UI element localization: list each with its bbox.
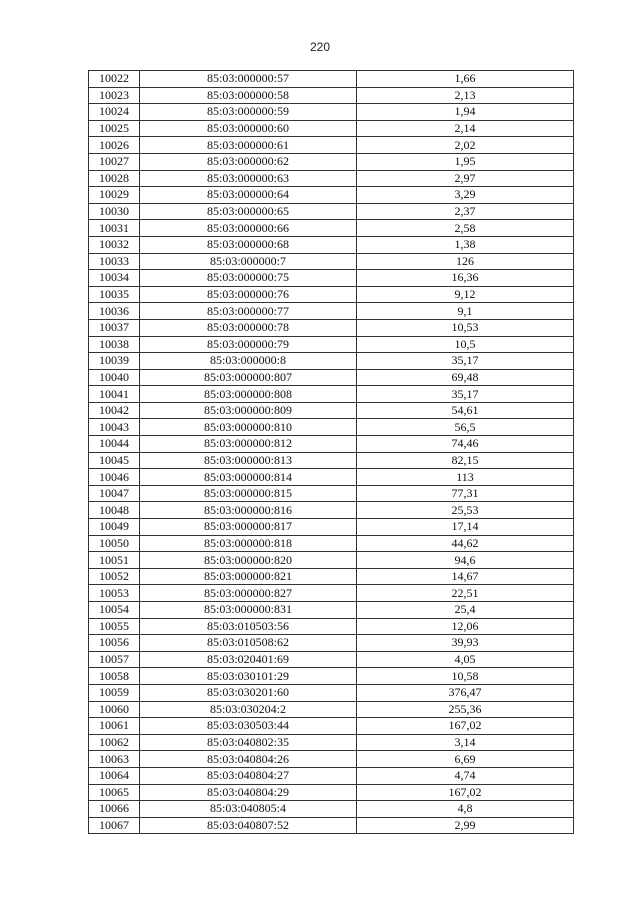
table-row bbox=[89, 286, 574, 303]
table-row bbox=[89, 71, 574, 88]
table-row bbox=[89, 751, 574, 768]
row-number-cell: 10038 bbox=[89, 336, 140, 353]
area-cell: 77,31 bbox=[357, 485, 574, 502]
cadastral-number-cell: 85:03:030201:60 bbox=[140, 684, 357, 701]
cadastral-number-cell: 85:03:000000:831 bbox=[140, 602, 357, 619]
cadastral-number-cell: 85:03:000000:62 bbox=[140, 153, 357, 170]
row-number-cell: 10023 bbox=[89, 87, 140, 104]
cadastral-number-cell: 85:03:000000:820 bbox=[140, 552, 357, 569]
table-row bbox=[89, 734, 574, 751]
cadastral-number-cell: 85:03:040802:35 bbox=[140, 734, 357, 751]
table-row bbox=[89, 236, 574, 253]
cadastral-number-cell: 85:03:000000:7 bbox=[140, 253, 357, 270]
area-cell: 2,58 bbox=[357, 220, 574, 237]
cadastral-number-cell: 85:03:010508:62 bbox=[140, 635, 357, 652]
cadastral-number-cell: 85:03:000000:66 bbox=[140, 220, 357, 237]
row-number-cell: 10031 bbox=[89, 220, 140, 237]
area-cell: 2,13 bbox=[357, 87, 574, 104]
cadastral-number-cell: 85:03:040805:4 bbox=[140, 801, 357, 818]
row-number-cell: 10058 bbox=[89, 668, 140, 685]
cadastral-number-cell: 85:03:010503:56 bbox=[140, 618, 357, 635]
table-row bbox=[89, 469, 574, 486]
row-number-cell: 10044 bbox=[89, 436, 140, 453]
table-row bbox=[89, 203, 574, 220]
row-number-cell: 10026 bbox=[89, 137, 140, 154]
row-number-cell: 10034 bbox=[89, 270, 140, 287]
row-number-cell: 10060 bbox=[89, 701, 140, 718]
row-number-cell: 10066 bbox=[89, 801, 140, 818]
table-row bbox=[89, 336, 574, 353]
cadastral-number-cell: 85:03:000000:813 bbox=[140, 452, 357, 469]
row-number-cell: 10055 bbox=[89, 618, 140, 635]
row-number-cell: 10029 bbox=[89, 187, 140, 204]
cadastral-number-cell: 85:03:000000:807 bbox=[140, 369, 357, 386]
area-cell: 12,06 bbox=[357, 618, 574, 635]
cadastral-number-cell: 85:03:000000:810 bbox=[140, 419, 357, 436]
table-row bbox=[89, 303, 574, 320]
row-number-cell: 10043 bbox=[89, 419, 140, 436]
row-number-cell: 10057 bbox=[89, 651, 140, 668]
row-number-cell: 10047 bbox=[89, 485, 140, 502]
area-cell: 255,36 bbox=[357, 701, 574, 718]
row-number-cell: 10033 bbox=[89, 253, 140, 270]
cadastral-number-cell: 85:03:000000:78 bbox=[140, 319, 357, 336]
cadastral-number-cell: 85:03:000000:59 bbox=[140, 104, 357, 121]
table-row bbox=[89, 552, 574, 569]
row-number-cell: 10022 bbox=[89, 71, 140, 88]
area-cell: 376,47 bbox=[357, 684, 574, 701]
table-row bbox=[89, 585, 574, 602]
area-cell: 25,53 bbox=[357, 502, 574, 519]
row-number-cell: 10027 bbox=[89, 153, 140, 170]
row-number-cell: 10042 bbox=[89, 402, 140, 419]
row-number-cell: 10050 bbox=[89, 535, 140, 552]
table-row bbox=[89, 784, 574, 801]
table-row bbox=[89, 419, 574, 436]
area-cell: 126 bbox=[357, 253, 574, 270]
row-number-cell: 10062 bbox=[89, 734, 140, 751]
area-cell: 2,02 bbox=[357, 137, 574, 154]
area-cell: 14,67 bbox=[357, 568, 574, 585]
cadastral-number-cell: 85:03:030101:29 bbox=[140, 668, 357, 685]
area-cell: 9,1 bbox=[357, 303, 574, 320]
table-row bbox=[89, 270, 574, 287]
area-cell: 1,38 bbox=[357, 236, 574, 253]
row-number-cell: 10052 bbox=[89, 568, 140, 585]
table-row bbox=[89, 618, 574, 635]
table-row bbox=[89, 485, 574, 502]
table-row bbox=[89, 535, 574, 552]
cadastral-number-cell: 85:03:040804:29 bbox=[140, 784, 357, 801]
cadastral-number-cell: 85:03:000000:8 bbox=[140, 353, 357, 370]
area-cell: 74,46 bbox=[357, 436, 574, 453]
cadastral-number-cell: 85:03:000000:815 bbox=[140, 485, 357, 502]
table-row bbox=[89, 170, 574, 187]
table-row bbox=[89, 568, 574, 585]
table-row bbox=[89, 319, 574, 336]
row-number-cell: 10064 bbox=[89, 767, 140, 784]
row-number-cell: 10039 bbox=[89, 353, 140, 370]
table-row bbox=[89, 668, 574, 685]
row-number-cell: 10045 bbox=[89, 452, 140, 469]
table-row bbox=[89, 369, 574, 386]
cadastral-number-cell: 85:03:000000:808 bbox=[140, 386, 357, 403]
table-row bbox=[89, 817, 574, 834]
table-row bbox=[89, 137, 574, 154]
table-row bbox=[89, 386, 574, 403]
page-number: 220 bbox=[309, 40, 331, 54]
cadastral-number-cell: 85:03:000000:65 bbox=[140, 203, 357, 220]
row-number-cell: 10036 bbox=[89, 303, 140, 320]
cadastral-number-cell: 85:03:020401:69 bbox=[140, 651, 357, 668]
cadastral-number-cell: 85:03:000000:809 bbox=[140, 402, 357, 419]
row-number-cell: 10065 bbox=[89, 784, 140, 801]
area-cell: 54,61 bbox=[357, 402, 574, 419]
area-cell: 6,69 bbox=[357, 751, 574, 768]
row-number-cell: 10048 bbox=[89, 502, 140, 519]
cadastral-number-cell: 85:03:000000:58 bbox=[140, 87, 357, 104]
area-cell: 10,5 bbox=[357, 336, 574, 353]
row-number-cell: 10067 bbox=[89, 817, 140, 834]
row-number-cell: 10061 bbox=[89, 718, 140, 735]
area-cell: 4,74 bbox=[357, 767, 574, 784]
area-cell: 39,93 bbox=[357, 635, 574, 652]
row-number-cell: 10049 bbox=[89, 519, 140, 536]
table-row bbox=[89, 801, 574, 818]
row-number-cell: 10059 bbox=[89, 684, 140, 701]
area-cell: 94,6 bbox=[357, 552, 574, 569]
area-cell: 16,36 bbox=[357, 270, 574, 287]
cadastral-number-cell: 85:03:000000:816 bbox=[140, 502, 357, 519]
area-cell: 1,66 bbox=[357, 71, 574, 88]
table-row bbox=[89, 602, 574, 619]
cadastral-number-cell: 85:03:000000:821 bbox=[140, 568, 357, 585]
row-number-cell: 10030 bbox=[89, 203, 140, 220]
table-row bbox=[89, 436, 574, 453]
cadastral-number-cell: 85:03:000000:60 bbox=[140, 120, 357, 137]
area-cell: 167,02 bbox=[357, 718, 574, 735]
area-cell: 82,15 bbox=[357, 452, 574, 469]
row-number-cell: 10053 bbox=[89, 585, 140, 602]
row-number-cell: 10035 bbox=[89, 286, 140, 303]
row-number-cell: 10025 bbox=[89, 120, 140, 137]
cadastral-number-cell: 85:03:000000:812 bbox=[140, 436, 357, 453]
area-cell: 22,51 bbox=[357, 585, 574, 602]
area-cell: 44,62 bbox=[357, 535, 574, 552]
table-row bbox=[89, 718, 574, 735]
table-row bbox=[89, 452, 574, 469]
area-cell: 4,8 bbox=[357, 801, 574, 818]
table-row bbox=[89, 187, 574, 204]
row-number-cell: 10024 bbox=[89, 104, 140, 121]
cadastral-number-cell: 85:03:000000:76 bbox=[140, 286, 357, 303]
cadastral-number-cell: 85:03:000000:77 bbox=[140, 303, 357, 320]
table-row bbox=[89, 402, 574, 419]
table-row bbox=[89, 353, 574, 370]
row-number-cell: 10063 bbox=[89, 751, 140, 768]
area-cell: 2,99 bbox=[357, 817, 574, 834]
area-cell: 1,94 bbox=[357, 104, 574, 121]
table-row bbox=[89, 635, 574, 652]
area-cell: 2,14 bbox=[357, 120, 574, 137]
area-cell: 9,12 bbox=[357, 286, 574, 303]
table-row bbox=[89, 104, 574, 121]
table-row bbox=[89, 153, 574, 170]
table-row bbox=[89, 767, 574, 784]
row-number-cell: 10037 bbox=[89, 319, 140, 336]
area-cell: 25,4 bbox=[357, 602, 574, 619]
table-body bbox=[89, 71, 574, 834]
table-row bbox=[89, 220, 574, 237]
area-cell: 10,58 bbox=[357, 668, 574, 685]
area-cell: 4,05 bbox=[357, 651, 574, 668]
cadastral-number-cell: 85:03:000000:827 bbox=[140, 585, 357, 602]
row-number-cell: 10046 bbox=[89, 469, 140, 486]
row-number-cell: 10041 bbox=[89, 386, 140, 403]
cadastral-number-cell: 85:03:000000:61 bbox=[140, 137, 357, 154]
cadastral-number-cell: 85:03:000000:63 bbox=[140, 170, 357, 187]
cadastral-number-cell: 85:03:040807:52 bbox=[140, 817, 357, 834]
cadastral-number-cell: 85:03:000000:814 bbox=[140, 469, 357, 486]
area-cell: 10,53 bbox=[357, 319, 574, 336]
cadastral-number-cell: 85:03:040804:27 bbox=[140, 767, 357, 784]
row-number-cell: 10040 bbox=[89, 369, 140, 386]
area-cell: 56,5 bbox=[357, 419, 574, 436]
table-row bbox=[89, 519, 574, 536]
row-number-cell: 10054 bbox=[89, 602, 140, 619]
row-number-cell: 10051 bbox=[89, 552, 140, 569]
area-cell: 2,97 bbox=[357, 170, 574, 187]
table-row bbox=[89, 701, 574, 718]
area-cell: 3,14 bbox=[357, 734, 574, 751]
area-cell: 1,95 bbox=[357, 153, 574, 170]
cadastral-number-cell: 85:03:000000:818 bbox=[140, 535, 357, 552]
cadastral-number-cell: 85:03:000000:64 bbox=[140, 187, 357, 204]
cadastral-number-cell: 85:03:000000:817 bbox=[140, 519, 357, 536]
table-row bbox=[89, 87, 574, 104]
area-cell: 35,17 bbox=[357, 386, 574, 403]
table-row bbox=[89, 684, 574, 701]
cadastral-number-cell: 85:03:030503:44 bbox=[140, 718, 357, 735]
table-row bbox=[89, 651, 574, 668]
table-row bbox=[89, 502, 574, 519]
cadastral-number-cell: 85:03:000000:68 bbox=[140, 236, 357, 253]
area-cell: 113 bbox=[357, 469, 574, 486]
table-row bbox=[89, 253, 574, 270]
row-number-cell: 10056 bbox=[89, 635, 140, 652]
cadastral-number-cell: 85:03:040804:26 bbox=[140, 751, 357, 768]
data-table bbox=[88, 70, 574, 834]
cadastral-number-cell: 85:03:000000:57 bbox=[140, 71, 357, 88]
area-cell: 69,48 bbox=[357, 369, 574, 386]
cadastral-number-cell: 85:03:000000:79 bbox=[140, 336, 357, 353]
area-cell: 3,29 bbox=[357, 187, 574, 204]
row-number-cell: 10032 bbox=[89, 236, 140, 253]
area-cell: 167,02 bbox=[357, 784, 574, 801]
cadastral-number-cell: 85:03:030204:2 bbox=[140, 701, 357, 718]
cadastral-number-cell: 85:03:000000:75 bbox=[140, 270, 357, 287]
area-cell: 17,14 bbox=[357, 519, 574, 536]
table-row bbox=[89, 120, 574, 137]
row-number-cell: 10028 bbox=[89, 170, 140, 187]
area-cell: 35,17 bbox=[357, 353, 574, 370]
area-cell: 2,37 bbox=[357, 203, 574, 220]
